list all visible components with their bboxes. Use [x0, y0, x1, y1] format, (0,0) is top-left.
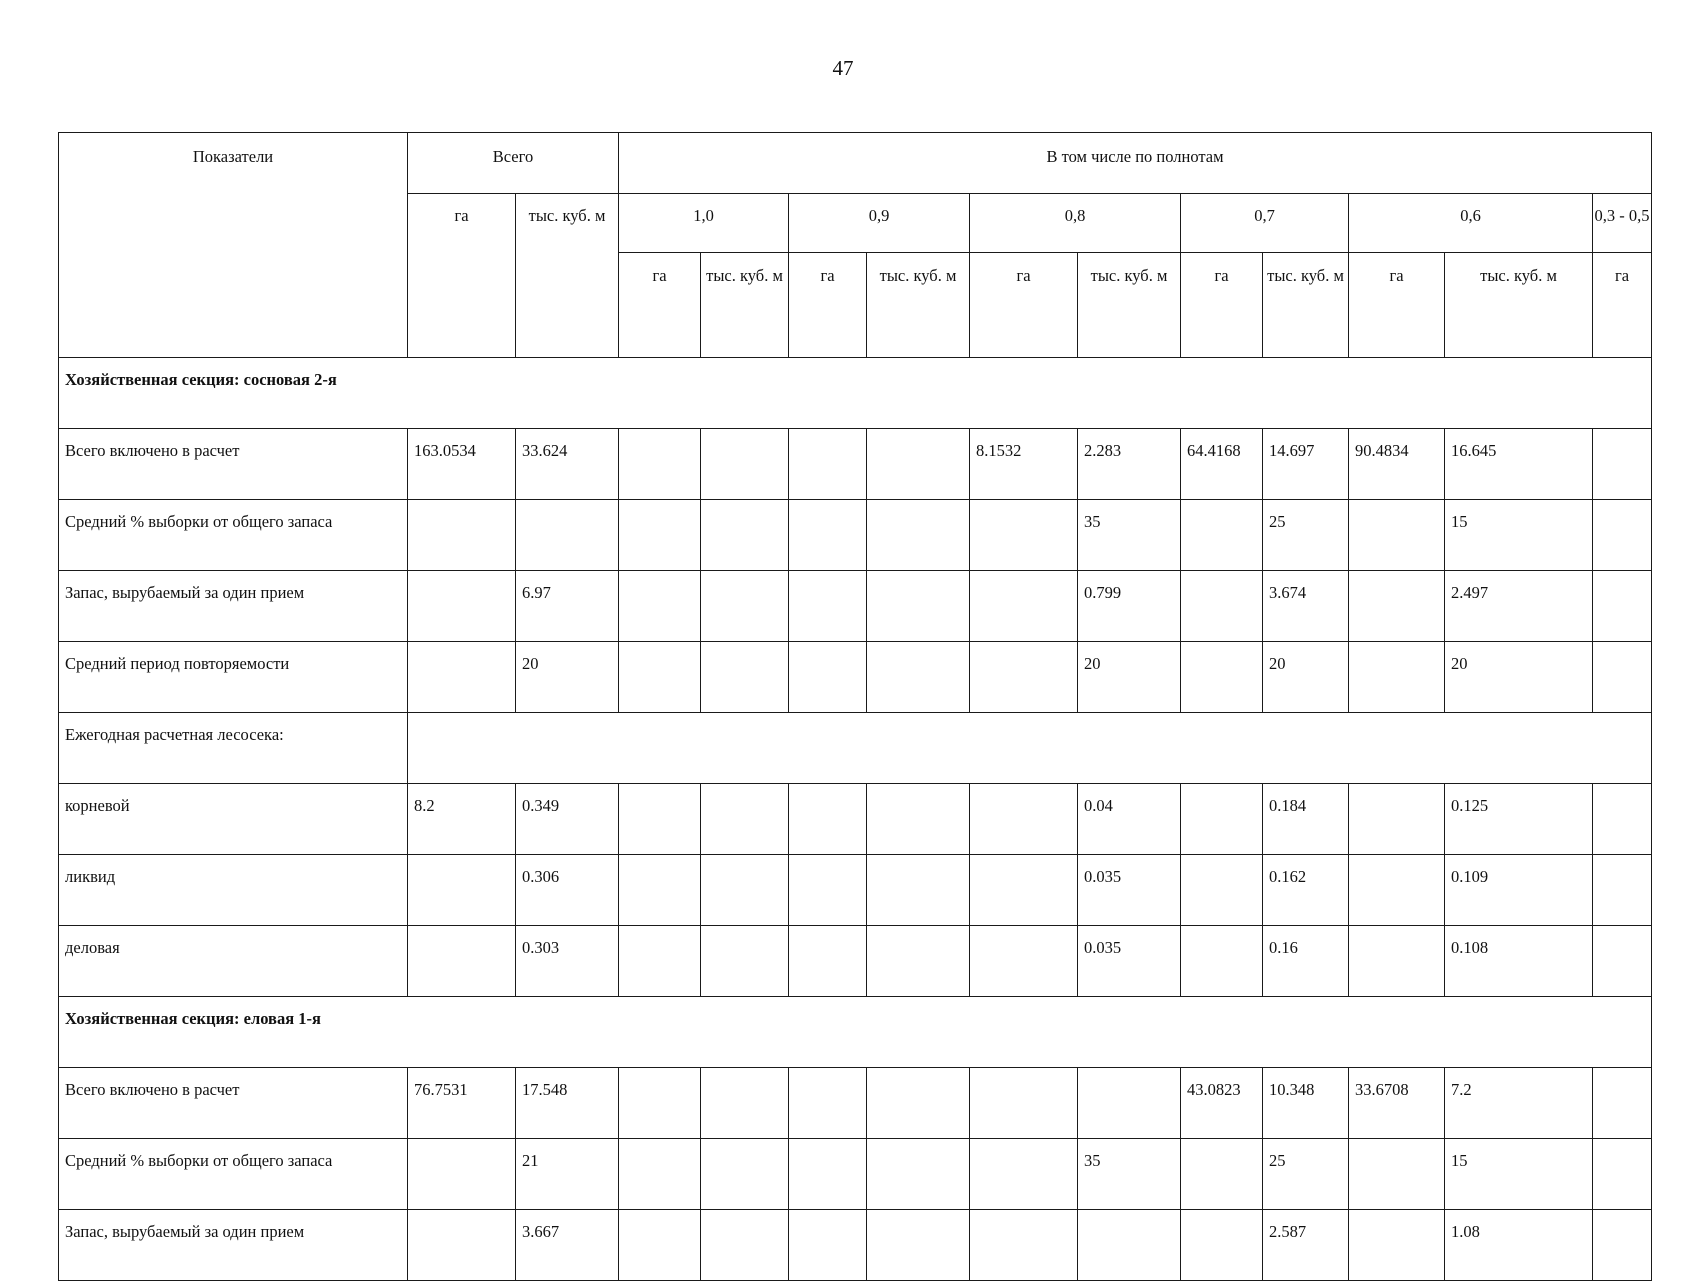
table-cell	[408, 855, 516, 926]
table-cell	[970, 500, 1078, 571]
table-cell: 20	[1078, 642, 1181, 713]
table-cell	[970, 1139, 1078, 1210]
section-row	[59, 358, 1652, 429]
table-cell	[619, 1139, 701, 1210]
subhead-row	[59, 713, 1652, 784]
table-cell	[1181, 926, 1263, 997]
table-cell	[1181, 855, 1263, 926]
header-sub-volume: тыс. куб. м	[701, 253, 789, 358]
table-cell: 35	[1078, 1139, 1181, 1210]
table-cell: 90.4834	[1349, 429, 1445, 500]
table-row	[59, 642, 1652, 713]
table-cell: 14.697	[1263, 429, 1349, 500]
header-sub-ha: га	[970, 253, 1078, 358]
table-cell: 21	[516, 1139, 619, 1210]
table-cell	[1349, 784, 1445, 855]
header-sub-ha: га	[1181, 253, 1263, 358]
table-body	[59, 358, 1652, 1281]
table-cell	[701, 784, 789, 855]
table-cell	[1349, 642, 1445, 713]
table-cell	[1593, 429, 1652, 500]
table-cell: 0.162	[1263, 855, 1349, 926]
header-total-volume: тыс. куб. м	[516, 194, 619, 358]
table-cell	[701, 1139, 789, 1210]
table-row	[59, 500, 1652, 571]
table-cell	[619, 1210, 701, 1281]
table-cell: 0.04	[1078, 784, 1181, 855]
table-cell	[970, 1210, 1078, 1281]
table-cell	[619, 500, 701, 571]
table-cell: 0.108	[1445, 926, 1593, 997]
table-cell	[1078, 1210, 1181, 1281]
table-cell: 2.587	[1263, 1210, 1349, 1281]
table-cell	[1349, 926, 1445, 997]
table-cell: 20	[1445, 642, 1593, 713]
table-cell	[789, 500, 867, 571]
table-cell	[619, 429, 701, 500]
table-cell: 0.349	[516, 784, 619, 855]
table-cell	[1593, 642, 1652, 713]
table-cell	[619, 855, 701, 926]
table-cell	[619, 926, 701, 997]
table-cell	[701, 1068, 789, 1139]
table-cell: 64.4168	[1181, 429, 1263, 500]
table-cell: 10.348	[1263, 1068, 1349, 1139]
section-row	[59, 997, 1652, 1068]
table-row	[59, 1210, 1652, 1281]
table-cell: 7.2	[1445, 1068, 1593, 1139]
table-cell: 0.184	[1263, 784, 1349, 855]
table-cell	[970, 855, 1078, 926]
row-label: корневой	[59, 784, 408, 855]
table-cell	[970, 784, 1078, 855]
header-sub-ha: га	[619, 253, 701, 358]
table-cell	[701, 1210, 789, 1281]
table-cell	[1349, 1210, 1445, 1281]
table-cell: 33.6708	[1349, 1068, 1445, 1139]
table-cell	[970, 1068, 1078, 1139]
row-label: Средний период повторяемости	[59, 642, 408, 713]
table-cell	[867, 571, 970, 642]
table-cell	[1181, 784, 1263, 855]
row-label: Запас, вырубаемый за один прием	[59, 1210, 408, 1281]
table-cell: 25	[1263, 1139, 1349, 1210]
table-cell	[789, 855, 867, 926]
table-cell	[1349, 500, 1445, 571]
header-sub-volume: тыс. куб. м	[1445, 253, 1593, 358]
table-cell	[1181, 1139, 1263, 1210]
table-cell	[867, 500, 970, 571]
table-row	[59, 784, 1652, 855]
table-cell	[701, 429, 789, 500]
row-label: ликвид	[59, 855, 408, 926]
table-cell	[1593, 1210, 1652, 1281]
table-cell	[1078, 1068, 1181, 1139]
table-cell	[408, 571, 516, 642]
table-cell	[970, 926, 1078, 997]
row-label: Ежегодная расчетная лесосека:	[59, 713, 408, 784]
row-label: деловая	[59, 926, 408, 997]
table-cell	[408, 1139, 516, 1210]
row-label: Средний % выборки от общего запаса	[59, 500, 408, 571]
table-cell: 25	[1263, 500, 1349, 571]
table-cell: 20	[516, 642, 619, 713]
table-cell	[789, 571, 867, 642]
header-total: Всего	[408, 133, 619, 194]
table-cell	[867, 855, 970, 926]
table-cell	[701, 500, 789, 571]
table-cell	[789, 1139, 867, 1210]
forest-stock-table	[58, 132, 1652, 1281]
header-sub-ha: га	[1349, 253, 1445, 358]
table-cell: 20	[1263, 642, 1349, 713]
table-cell	[701, 571, 789, 642]
table-cell: 33.624	[516, 429, 619, 500]
row-label: Средний % выборки от общего запаса	[59, 1139, 408, 1210]
header-sub-volume: тыс. куб. м	[1263, 253, 1349, 358]
table-cell	[1593, 1139, 1652, 1210]
table-cell	[1349, 1139, 1445, 1210]
table-cell	[619, 1068, 701, 1139]
table-cell	[789, 642, 867, 713]
header-density-0-9: 0,9	[789, 194, 970, 253]
header-sub-volume: тыс. куб. м	[867, 253, 970, 358]
table-cell	[619, 571, 701, 642]
table-cell	[867, 1139, 970, 1210]
table-cell: 76.7531	[408, 1068, 516, 1139]
table-cell	[970, 642, 1078, 713]
table-cell	[789, 1068, 867, 1139]
table-cell	[789, 1210, 867, 1281]
table-cell	[789, 429, 867, 500]
table-cell	[1181, 642, 1263, 713]
table-row	[59, 855, 1652, 926]
header-indicators: Показатели	[59, 133, 408, 358]
table-cell: 0.16	[1263, 926, 1349, 997]
table-cell: 0.125	[1445, 784, 1593, 855]
table-cell: 6.97	[516, 571, 619, 642]
table-cell	[970, 571, 1078, 642]
table-cell	[1181, 1210, 1263, 1281]
table-cell	[408, 926, 516, 997]
section-title: Хозяйственная секция: еловая 1-я	[59, 997, 1652, 1068]
table-cell	[1593, 926, 1652, 997]
table-cell	[867, 1210, 970, 1281]
table-cell: 2.283	[1078, 429, 1181, 500]
table-cell	[516, 500, 619, 571]
section-title: Хозяйственная секция: сосновая 2-я	[59, 358, 1652, 429]
table-cell	[408, 642, 516, 713]
table-cell: 3.667	[516, 1210, 619, 1281]
header-by-density: В том числе по полнотам	[619, 133, 1652, 194]
table-cell	[701, 926, 789, 997]
table-cell: 0.109	[1445, 855, 1593, 926]
header-density-1-0: 1,0	[619, 194, 789, 253]
table-row	[59, 926, 1652, 997]
empty-cell	[408, 713, 1652, 784]
table-cell	[867, 429, 970, 500]
table-cell	[867, 1068, 970, 1139]
table-cell	[1593, 784, 1652, 855]
row-label: Всего включено в расчет	[59, 1068, 408, 1139]
table-cell: 0.035	[1078, 855, 1181, 926]
table-cell: 8.2	[408, 784, 516, 855]
table-cell	[789, 784, 867, 855]
header-sub-ha: га	[789, 253, 867, 358]
row-label: Запас, вырубаемый за один прием	[59, 571, 408, 642]
header-sub-volume: тыс. куб. м	[1078, 253, 1181, 358]
table-cell: 43.0823	[1181, 1068, 1263, 1139]
table-cell	[619, 642, 701, 713]
table-cell	[867, 642, 970, 713]
table-row	[59, 1139, 1652, 1210]
table-cell: 2.497	[1445, 571, 1593, 642]
table-row	[59, 571, 1652, 642]
table-cell	[867, 784, 970, 855]
table-cell: 15	[1445, 1139, 1593, 1210]
table-cell	[1349, 571, 1445, 642]
table-row	[59, 1068, 1652, 1139]
table-cell: 3.674	[1263, 571, 1349, 642]
table-cell: 0.799	[1078, 571, 1181, 642]
table-cell	[1593, 855, 1652, 926]
header-density-0-8: 0,8	[970, 194, 1181, 253]
header-density-0-3-0-5: 0,3 - 0,5	[1593, 194, 1652, 253]
table-cell: 0.035	[1078, 926, 1181, 997]
table-cell: 0.306	[516, 855, 619, 926]
table-cell	[619, 784, 701, 855]
table-row	[59, 429, 1652, 500]
table-cell	[1593, 1068, 1652, 1139]
page-number: 47	[832, 56, 854, 80]
row-label: Всего включено в расчет	[59, 429, 408, 500]
table-cell	[701, 855, 789, 926]
header-sub-ha: га	[1593, 253, 1652, 358]
table-cell	[789, 926, 867, 997]
table-cell	[1349, 855, 1445, 926]
table-cell: 1.08	[1445, 1210, 1593, 1281]
table-cell: 17.548	[516, 1068, 619, 1139]
header-density-0-6: 0,6	[1349, 194, 1593, 253]
table-cell: 163.0534	[408, 429, 516, 500]
table-cell: 0.303	[516, 926, 619, 997]
header-total-ha: га	[408, 194, 516, 358]
table-cell: 16.645	[1445, 429, 1593, 500]
header-density-0-7: 0,7	[1181, 194, 1349, 253]
table-cell	[1181, 500, 1263, 571]
table-cell: 8.1532	[970, 429, 1078, 500]
table-cell	[408, 500, 516, 571]
table-cell	[867, 926, 970, 997]
table-cell	[1181, 571, 1263, 642]
table-cell	[1593, 571, 1652, 642]
table-cell	[408, 1210, 516, 1281]
table-cell: 15	[1445, 500, 1593, 571]
table-cell	[701, 642, 789, 713]
table-cell	[1593, 500, 1652, 571]
table-cell: 35	[1078, 500, 1181, 571]
